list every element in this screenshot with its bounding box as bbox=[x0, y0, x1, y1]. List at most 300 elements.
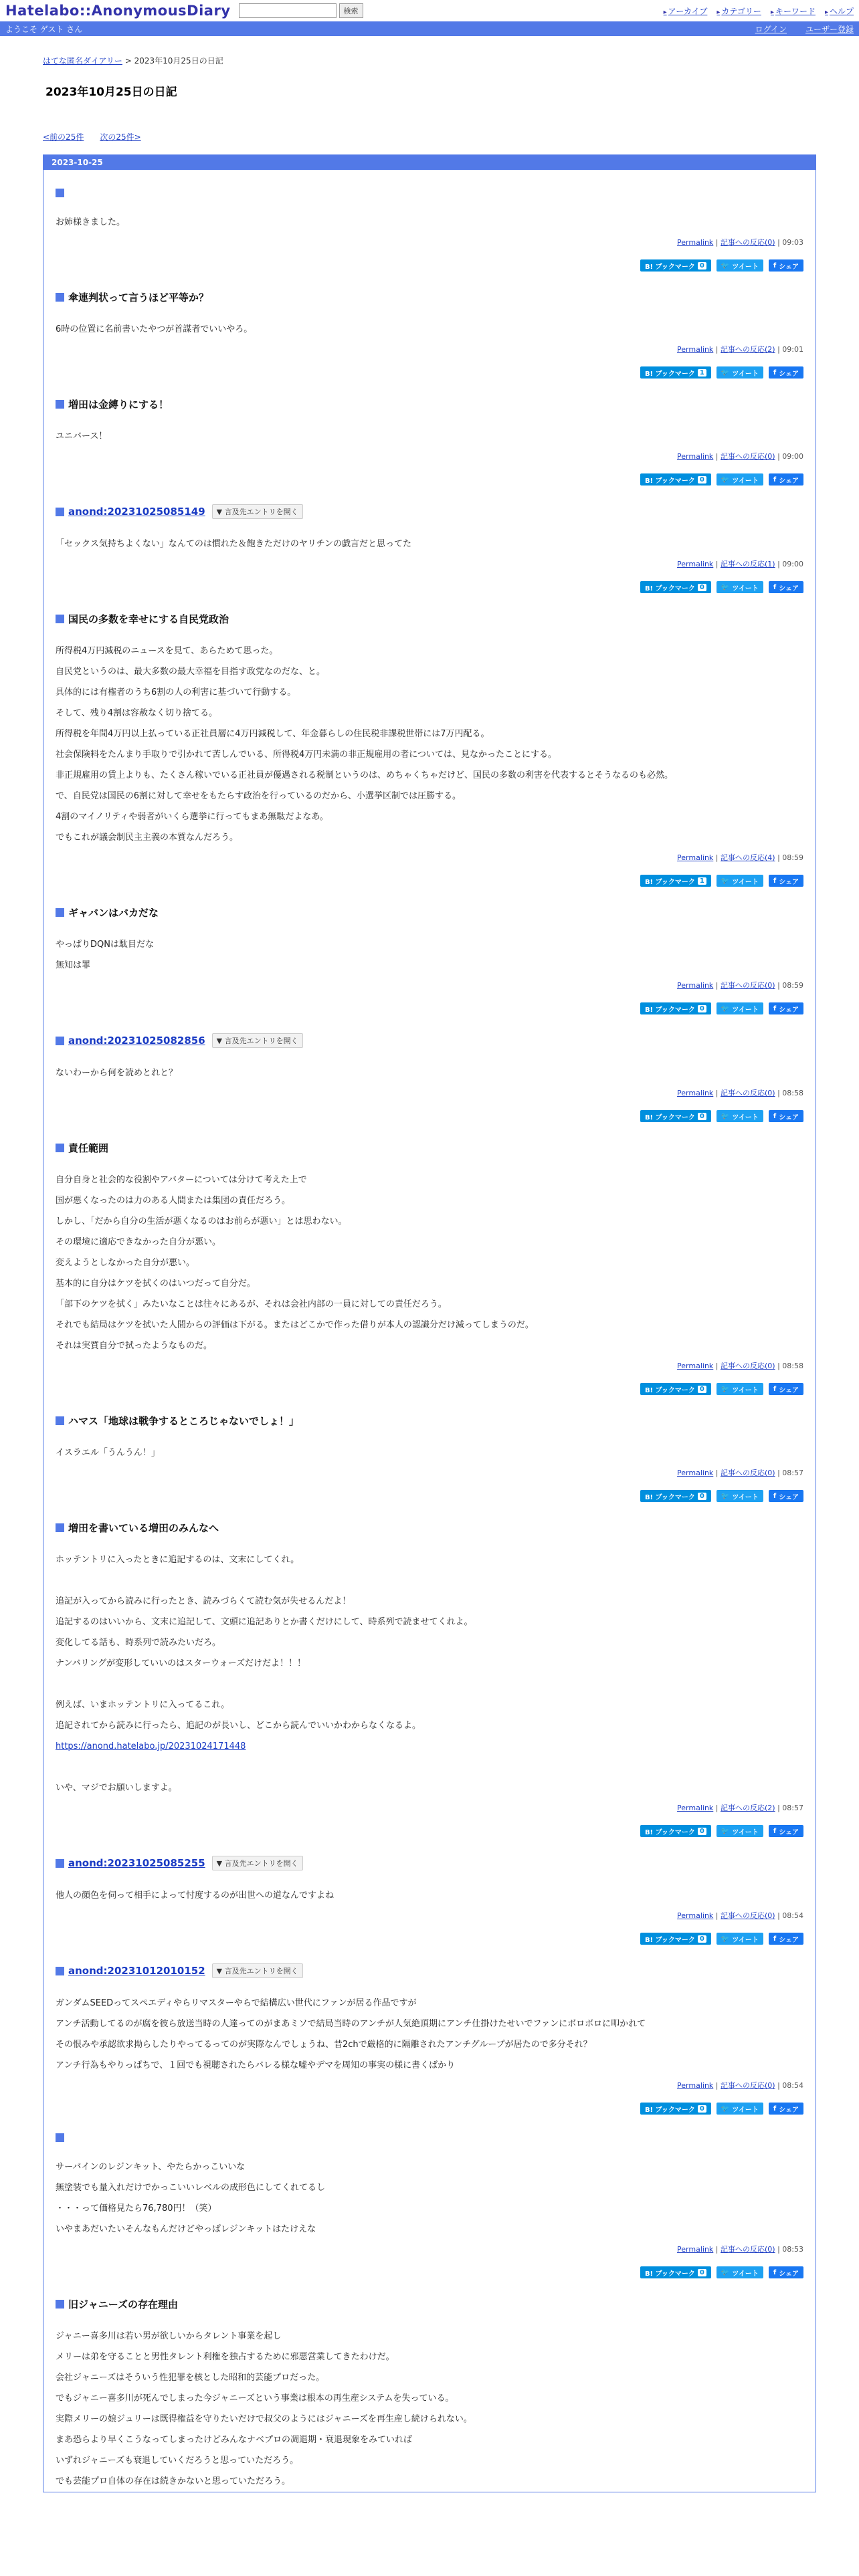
permalink-link[interactable]: Permalink bbox=[677, 560, 714, 568]
entry-time: 09:00 bbox=[782, 560, 803, 568]
tweet-label: ツイート bbox=[732, 263, 759, 271]
entry-title bbox=[56, 397, 803, 411]
entry-time: 08:57 bbox=[782, 1469, 803, 1477]
entry-marker-icon[interactable] bbox=[56, 2133, 64, 2142]
permalink-link[interactable]: Permalink bbox=[677, 853, 714, 862]
entry-marker-icon[interactable] bbox=[56, 1523, 64, 1532]
facebook-share-button[interactable] bbox=[769, 259, 803, 272]
entry-time: 08:54 bbox=[782, 2081, 803, 2090]
prev-page-link[interactable]: <前の25件 bbox=[43, 132, 84, 142]
twitter-bird-icon: 🐦 bbox=[721, 877, 730, 885]
bookmark-count: 1 bbox=[698, 369, 706, 377]
entry-meta bbox=[56, 237, 803, 247]
bookmark-count: 0 bbox=[698, 476, 706, 484]
bookmark-label: B! ブックマーク bbox=[644, 477, 695, 485]
entry-line: それでも結局はケツを拭いた人間からの評価は下がる。またはどこかで作った借りが本人の認識分だけ減ってしまうのだ。 bbox=[56, 1320, 534, 1330]
entry-title-text[interactable]: 傘連判状って言うほど平等か？ bbox=[68, 292, 209, 304]
entry-line: お姉様きました。 bbox=[56, 217, 126, 227]
twitter-bird-icon: 🐦 bbox=[721, 1492, 730, 1500]
share-buttons bbox=[56, 1825, 803, 1837]
entry-line: 「セックス気持ちよくない」なんてのは慣れた＆飽きただけのヤリチンの戯言だと思ってた bbox=[56, 539, 411, 549]
entry-body bbox=[56, 1549, 803, 1798]
entry-body bbox=[56, 2157, 803, 2240]
entry-line: 無知は罪 bbox=[56, 960, 91, 970]
facebook-share-button[interactable] bbox=[769, 1110, 803, 1122]
meta-separator: | bbox=[775, 981, 783, 990]
meta-separator: | bbox=[775, 1469, 783, 1477]
share-label: シェア bbox=[779, 370, 799, 378]
bookmark-label: B! ブックマーク bbox=[644, 1493, 695, 1501]
open-referenced-entry-button[interactable]: ▼ 言及先エントリを開く bbox=[212, 1856, 303, 1870]
tweet-button[interactable] bbox=[717, 1933, 763, 1945]
entry-title-link[interactable]: anond:20231025082856 bbox=[68, 1035, 205, 1047]
tweet-button[interactable] bbox=[717, 1825, 763, 1837]
twitter-bird-icon: 🐦 bbox=[721, 1935, 730, 1943]
entry-title bbox=[56, 1141, 803, 1155]
meta-separator: | bbox=[713, 238, 721, 247]
permalink-link[interactable]: Permalink bbox=[677, 2081, 714, 2090]
open-referenced-entry-button[interactable]: ▼ 言及先エントリを開く bbox=[212, 1963, 303, 1978]
reaction-link[interactable]: 記事への反応(1) bbox=[721, 560, 775, 568]
tweet-button[interactable] bbox=[717, 875, 763, 887]
entry-line: 「部下のケツを拭く」みたいなことは往々にあるが、それは会社内部の一員に対しての責任だろう。 bbox=[56, 1299, 447, 1309]
entry-marker-icon[interactable] bbox=[56, 293, 64, 302]
meta-separator: | bbox=[775, 853, 783, 862]
tweet-label: ツイート bbox=[732, 2270, 759, 2278]
entry-time: 08:53 bbox=[782, 2245, 803, 2254]
entry-meta bbox=[56, 1802, 803, 1813]
bookmark-count: 1 bbox=[698, 877, 706, 885]
meta-separator: | bbox=[713, 452, 721, 461]
bookmark-count: 0 bbox=[698, 1935, 706, 1943]
entry-line: 他人の顔色を伺って相手によって忖度するのが出世への道なんですよね bbox=[56, 1891, 335, 1901]
tweet-button[interactable] bbox=[717, 2266, 763, 2278]
blank-line bbox=[56, 1570, 803, 1591]
entry-meta bbox=[56, 1360, 803, 1371]
entry-line: いや、マジでお願いしますよ。 bbox=[56, 1783, 177, 1793]
bookmark-button[interactable] bbox=[640, 366, 711, 379]
entry-body bbox=[56, 319, 803, 340]
meta-separator: | bbox=[775, 1911, 783, 1920]
share-label: シェア bbox=[779, 1386, 799, 1394]
share-label: シェア bbox=[779, 1113, 799, 1121]
bookmark-count: 0 bbox=[698, 262, 706, 270]
entry-body bbox=[56, 1885, 803, 1906]
reaction-link[interactable]: 記事への反応(0) bbox=[721, 981, 775, 990]
entry-line: 4割のマイノリティや弱者がいくら選挙に行ってもまあ無駄だよなあ。 bbox=[56, 812, 328, 822]
permalink-link[interactable]: Permalink bbox=[677, 452, 714, 461]
share-label: シェア bbox=[779, 584, 799, 593]
entry-marker-icon[interactable] bbox=[56, 1416, 64, 1425]
day-header[interactable]: 2023-10-25 bbox=[43, 155, 816, 170]
tweet-label: ツイート bbox=[732, 584, 759, 593]
header-links bbox=[664, 5, 854, 17]
facebook-icon: f bbox=[773, 2268, 777, 2276]
entry bbox=[56, 272, 803, 379]
tweet-label: ツイート bbox=[732, 1828, 759, 1836]
entry-marker-icon[interactable] bbox=[56, 1144, 64, 1152]
tweet-button[interactable] bbox=[717, 1490, 763, 1502]
share-buttons bbox=[56, 875, 803, 887]
breadcrumb-home[interactable]: はてな匿名ダイアリー bbox=[43, 56, 122, 66]
reaction-link[interactable]: 記事への反応(0) bbox=[721, 1362, 775, 1370]
entry-meta bbox=[56, 1910, 803, 1921]
entry-line: ジャニー喜多川は若い男が欲しいからタレント事業を起し bbox=[56, 2331, 282, 2341]
login-link[interactable]: ログイン bbox=[755, 24, 787, 34]
facebook-icon: f bbox=[773, 261, 777, 270]
entry-title bbox=[56, 1033, 803, 1048]
entry-body bbox=[56, 534, 803, 554]
entry-line: 変化してる話も、時系列で読みたいだろ。 bbox=[56, 1638, 221, 1648]
entry-meta bbox=[56, 2080, 803, 2090]
entry bbox=[56, 1502, 803, 1837]
entry-marker-icon[interactable] bbox=[56, 508, 64, 516]
entry-time: 09:03 bbox=[782, 238, 803, 247]
twitter-bird-icon: 🐦 bbox=[721, 1004, 730, 1012]
entry-marker-icon[interactable] bbox=[56, 908, 64, 917]
entry bbox=[56, 170, 803, 272]
entry-line: メリーは弟を守ることと男性タレント利権を独占するために邪悪営業してきたわけだ。 bbox=[56, 2352, 395, 2362]
meta-separator: | bbox=[775, 560, 783, 568]
entry-line: ・・・って価格見たら76,780円！（笑） bbox=[56, 2204, 217, 2214]
facebook-share-button[interactable] bbox=[769, 1933, 803, 1945]
entry-line: イスラエル「うんうん！」 bbox=[56, 1448, 160, 1458]
search-button[interactable]: 検索 bbox=[339, 3, 363, 18]
entry-title-text[interactable]: 責任範囲 bbox=[68, 1142, 109, 1154]
site-logo[interactable]: Hatelabo::AnonymousDiary bbox=[5, 3, 231, 19]
meta-separator: | bbox=[713, 1469, 721, 1477]
entry-meta bbox=[56, 344, 803, 354]
entry-line: 無塗装でも量入れだけでかっこいいレベルの成形色にしてくれてるし bbox=[56, 2183, 326, 2193]
entry-title bbox=[56, 1414, 803, 1428]
tweet-button[interactable] bbox=[717, 259, 763, 272]
entry-body bbox=[56, 1993, 803, 2076]
open-referenced-entry-button[interactable]: ▼ 言及先エントリを開く bbox=[212, 1033, 303, 1048]
permalink-link[interactable]: Permalink bbox=[677, 345, 714, 354]
bookmark-button[interactable] bbox=[640, 1383, 711, 1395]
entry-marker-icon[interactable] bbox=[56, 1037, 64, 1045]
tweet-button[interactable] bbox=[717, 1002, 763, 1014]
facebook-share-button[interactable] bbox=[769, 1490, 803, 1502]
permalink-link[interactable]: Permalink bbox=[677, 2245, 714, 2254]
bookmark-button[interactable] bbox=[640, 2103, 711, 2115]
bookmark-button[interactable] bbox=[640, 581, 711, 593]
entry-line: 自分自身と社会的な役割やアバターについては分けて考えた上で bbox=[56, 1175, 307, 1185]
entry-marker-icon[interactable] bbox=[56, 1859, 64, 1868]
entry-title-text[interactable]: 国民の多数を幸せにする自民党政治 bbox=[68, 613, 229, 625]
entry-line: 追記されてから読みに行ったら、追記のが長いし、どこから読んでいいかわからなくなるよ。 bbox=[56, 1721, 421, 1731]
entry-title-text[interactable]: 増田は金縛りにする！ bbox=[68, 399, 169, 411]
entry-body bbox=[56, 212, 803, 233]
permalink-link[interactable]: Permalink bbox=[677, 1089, 714, 1097]
entry bbox=[56, 2115, 803, 2278]
entry-meta bbox=[56, 1467, 803, 1478]
entry bbox=[56, 887, 803, 1014]
permalink-link[interactable]: Permalink bbox=[677, 1469, 714, 1477]
share-label: シェア bbox=[779, 1936, 799, 1944]
entry-title-text[interactable]: ハマス「地球は戦争するところじゃないでしょ！」 bbox=[68, 1415, 300, 1427]
bookmark-label: B! ブックマーク bbox=[644, 1006, 695, 1014]
entry-url-link[interactable]: https://anond.hatelabo.jp/20231024171448 bbox=[56, 1741, 246, 1751]
permalink-link[interactable]: Permalink bbox=[677, 238, 714, 247]
entry-title-text[interactable]: 旧ジャニーズの存在理由 bbox=[68, 2298, 178, 2311]
entry-body bbox=[56, 934, 803, 976]
tweet-button[interactable] bbox=[717, 1110, 763, 1122]
entry-time: 08:54 bbox=[782, 1911, 803, 1920]
facebook-share-button[interactable] bbox=[769, 1002, 803, 1014]
bookmark-count: 0 bbox=[698, 584, 706, 591]
facebook-icon: f bbox=[773, 1004, 777, 1012]
tweet-label: ツイート bbox=[732, 1386, 759, 1394]
day-section bbox=[43, 154, 816, 2492]
entry-marker-icon[interactable] bbox=[56, 189, 64, 197]
share-label: シェア bbox=[779, 477, 799, 485]
tweet-button[interactable] bbox=[717, 1383, 763, 1395]
meta-separator: | bbox=[775, 1804, 783, 1812]
bookmark-label: B! ブックマーク bbox=[644, 1386, 695, 1394]
share-buttons bbox=[56, 2266, 803, 2278]
reaction-link[interactable]: 記事への反応(0) bbox=[721, 1911, 775, 1920]
entry-marker-icon[interactable] bbox=[56, 2300, 64, 2309]
entry-title bbox=[56, 612, 803, 626]
bookmark-label: B! ブックマーク bbox=[644, 1828, 695, 1836]
entry-title-link[interactable]: anond:20231012010152 bbox=[68, 1965, 205, 1977]
entry-title bbox=[56, 2297, 803, 2311]
permalink-link[interactable]: Permalink bbox=[677, 1804, 714, 1812]
search-input[interactable] bbox=[239, 3, 337, 18]
entry bbox=[56, 379, 803, 486]
share-buttons bbox=[56, 1002, 803, 1014]
entry-title-link[interactable]: anond:20231025085255 bbox=[68, 1857, 205, 1869]
bookmark-button[interactable] bbox=[640, 2266, 711, 2278]
bookmark-count: 0 bbox=[698, 1005, 706, 1012]
reaction-link[interactable]: 記事への反応(0) bbox=[721, 452, 775, 461]
bookmark-button[interactable] bbox=[640, 875, 711, 887]
reaction-link[interactable]: 記事への反応(2) bbox=[721, 1804, 775, 1812]
share-buttons bbox=[56, 581, 803, 593]
facebook-share-button[interactable] bbox=[769, 366, 803, 379]
entry-line: でもこれが議会制民主主義の本質なんだろう。 bbox=[56, 833, 239, 843]
facebook-share-button[interactable] bbox=[769, 875, 803, 887]
pager bbox=[43, 131, 816, 142]
category-link[interactable]: ▸ カテゴリー bbox=[717, 5, 761, 17]
tweet-label: ツイート bbox=[732, 878, 759, 886]
facebook-icon: f bbox=[773, 1492, 777, 1500]
bookmark-count: 0 bbox=[698, 1493, 706, 1500]
entry-line: アンチ行為もやりっぱちで、１回でも視聴されたらバレる様な嘘やデマを周知の事実の様に書くばかり bbox=[56, 2060, 456, 2070]
bookmark-button[interactable] bbox=[640, 1490, 711, 1502]
entry-time: 08:59 bbox=[782, 853, 803, 862]
entry-line: 追記が入ってから読みに行ったとき、読みづらくて読む気が失せるんだよ！ bbox=[56, 1596, 351, 1606]
bookmark-button[interactable] bbox=[640, 473, 711, 486]
breadcrumb bbox=[43, 55, 816, 66]
facebook-icon: f bbox=[773, 1112, 777, 1120]
share-label: シェア bbox=[779, 263, 799, 271]
tweet-button[interactable] bbox=[717, 2103, 763, 2115]
facebook-icon: f bbox=[773, 368, 777, 377]
entry-line: 基本的に自分はケツを拭くのはいつだって自分だ。 bbox=[56, 1279, 256, 1289]
meta-separator: | bbox=[775, 1089, 783, 1097]
bookmark-count: 0 bbox=[698, 2105, 706, 2113]
permalink-link[interactable]: Permalink bbox=[677, 981, 714, 990]
tweet-button[interactable] bbox=[717, 473, 763, 486]
entry-line: 非正規雇用の賃上よりも、たくさん稼いでいる正社員が優遇される税制というのは、めちゃくちゃだけど、国民の多数の利害を代表するとそうなるのも必然。 bbox=[56, 770, 674, 780]
user-bar bbox=[0, 21, 859, 36]
entry-body bbox=[56, 426, 803, 447]
reaction-link[interactable]: 記事への反応(0) bbox=[721, 1469, 775, 1477]
entry-time: 08:59 bbox=[782, 981, 803, 990]
bookmark-button[interactable] bbox=[640, 1825, 711, 1837]
twitter-bird-icon: 🐦 bbox=[721, 475, 730, 484]
share-label: シェア bbox=[779, 2270, 799, 2278]
page-title: 2023年10月25日の日記 bbox=[45, 86, 177, 99]
meta-separator: | bbox=[775, 238, 783, 247]
meta-separator: | bbox=[775, 2081, 783, 2090]
facebook-share-button[interactable] bbox=[769, 1825, 803, 1837]
tweet-label: ツイート bbox=[732, 1006, 759, 1014]
bookmark-count: 0 bbox=[698, 1828, 706, 1835]
reaction-link[interactable]: 記事への反応(2) bbox=[721, 345, 775, 354]
entry-meta bbox=[56, 852, 803, 863]
bookmark-button[interactable] bbox=[640, 1002, 711, 1014]
entry-line: アンチ活動してるのが腐を彼ら放送当時の人達ってのがまあミソで結局当時のアンチが人気絶頂期にアンチ仕掛けたせいでファンにボロボロに叩かれて bbox=[56, 2019, 646, 2029]
entry-marker-icon[interactable] bbox=[56, 1967, 64, 1975]
entry-time: 08:58 bbox=[782, 1362, 803, 1370]
meta-separator: | bbox=[775, 452, 783, 461]
breadcrumb-separator: > bbox=[122, 56, 134, 66]
meta-separator: | bbox=[713, 981, 721, 990]
share-label: シェア bbox=[779, 1828, 799, 1836]
entry bbox=[56, 486, 803, 593]
bookmark-label: B! ブックマーク bbox=[644, 2270, 695, 2278]
next-page-link[interactable]: 次の25件> bbox=[100, 132, 141, 142]
facebook-share-button[interactable] bbox=[769, 473, 803, 486]
entry-line: 社会保険料をたんまり手取りで引かれて苦しんでいる、所得税4万円未満の非正規雇用の者については、見なかったことにする。 bbox=[56, 750, 557, 760]
meta-separator: | bbox=[775, 1362, 783, 1370]
permalink-link[interactable]: Permalink bbox=[677, 1362, 714, 1370]
register-link[interactable]: ユーザー登録 bbox=[805, 24, 854, 34]
entry-line: それは実質自分で拭ったようなものだ。 bbox=[56, 1341, 213, 1351]
share-label: シェア bbox=[779, 1493, 799, 1501]
reaction-link[interactable]: 記事への反応(0) bbox=[721, 2081, 775, 2090]
tweet-button[interactable] bbox=[717, 581, 763, 593]
share-buttons bbox=[56, 1933, 803, 1945]
facebook-share-button[interactable] bbox=[769, 2266, 803, 2278]
facebook-share-button[interactable] bbox=[769, 1383, 803, 1395]
entry-line: その恨みや承認欲求拗らしたりやってるってのが実際なんでしょうね、昔2chで厳格的に隔離されたアンチグループが居たので多分それ？ bbox=[56, 2040, 592, 2050]
entry-line: ないわーから何を読めとれと？ bbox=[56, 1068, 178, 1078]
bookmark-button[interactable] bbox=[640, 259, 711, 272]
entry-line: 所得税4万円減税のニュースを見て、あらためて思った。 bbox=[56, 646, 278, 656]
entry-body bbox=[56, 641, 803, 848]
reaction-link[interactable]: 記事への反応(0) bbox=[721, 1089, 775, 1097]
blank-line bbox=[56, 1674, 803, 1695]
keyword-link[interactable]: ▸ キーワード bbox=[771, 5, 816, 17]
facebook-icon: f bbox=[773, 583, 777, 591]
twitter-bird-icon: 🐦 bbox=[721, 1385, 730, 1393]
help-link[interactable]: ▸ ヘルプ bbox=[825, 5, 854, 17]
entry-title bbox=[56, 905, 803, 920]
twitter-bird-icon: 🐦 bbox=[721, 2105, 730, 2113]
blank-line bbox=[56, 1757, 803, 1778]
facebook-share-button[interactable] bbox=[769, 581, 803, 593]
entry-title-text[interactable]: ギャバンはバカだな bbox=[68, 907, 159, 919]
meta-separator: | bbox=[713, 853, 721, 862]
entry-title bbox=[56, 1963, 803, 1978]
entry-marker-icon[interactable] bbox=[56, 400, 64, 409]
entry-marker-icon[interactable] bbox=[56, 615, 64, 623]
entry-line: サーバインのレジンキット、やたらかっこいいな bbox=[56, 2162, 246, 2172]
entry-line bbox=[56, 1736, 803, 1757]
twitter-bird-icon: 🐦 bbox=[721, 1112, 730, 1120]
entry-title-link[interactable]: anond:20231025085149 bbox=[68, 506, 205, 518]
meta-separator: | bbox=[713, 2245, 721, 2254]
entry-list bbox=[43, 170, 816, 2492]
share-buttons bbox=[56, 473, 803, 486]
entry-title bbox=[56, 504, 803, 519]
entry bbox=[56, 2278, 803, 2492]
entry-line: いずれジャニーズも衰退していくだろうと思っていただろう。 bbox=[56, 2456, 299, 2466]
entry-meta bbox=[56, 2244, 803, 2254]
entry-title bbox=[56, 2133, 803, 2142]
entry-meta bbox=[56, 451, 803, 461]
reaction-link[interactable]: 記事への反応(4) bbox=[721, 853, 775, 862]
entry bbox=[56, 1945, 803, 2115]
entry-line: 6時の位置に名前書いたやつが首謀者でいいやろ。 bbox=[56, 324, 253, 334]
meta-separator: | bbox=[713, 1089, 721, 1097]
entry-time: 08:57 bbox=[782, 1804, 803, 1812]
meta-separator: | bbox=[775, 2245, 783, 2254]
meta-separator: | bbox=[713, 2081, 721, 2090]
permalink-link[interactable]: Permalink bbox=[677, 1911, 714, 1920]
tweet-label: ツイート bbox=[732, 477, 759, 485]
bookmark-count: 0 bbox=[698, 1113, 706, 1120]
meta-separator: | bbox=[775, 345, 783, 354]
share-buttons bbox=[56, 1110, 803, 1122]
share-buttons bbox=[56, 366, 803, 379]
entry-line: 国が悪くなったのは力のある人間または集団の責任だろう。 bbox=[56, 1196, 291, 1206]
entry-meta bbox=[56, 1087, 803, 1098]
entry-line: 自民党というのは、最大多数の最大幸福を目指す政党なのだな、と。 bbox=[56, 667, 326, 677]
entry-line: でもジャニー喜多川が死んでしまった今ジャニーズという事業は根本の再生産システムを失っている。 bbox=[56, 2393, 454, 2403]
entry bbox=[56, 593, 803, 887]
bookmark-label: B! ブックマーク bbox=[644, 1936, 695, 1944]
reaction-link[interactable]: 記事への反応(0) bbox=[721, 2245, 775, 2254]
tweet-button[interactable] bbox=[717, 366, 763, 379]
entry-line: ユニバース！ bbox=[56, 431, 108, 441]
bookmark-label: B! ブックマーク bbox=[644, 370, 695, 378]
entry-title bbox=[56, 189, 803, 197]
reaction-link[interactable]: 記事への反応(0) bbox=[721, 238, 775, 247]
entry-line: 変えようとしなかった自分が悪い。 bbox=[56, 1258, 195, 1268]
archive-link[interactable]: ▸ アーカイブ bbox=[664, 5, 708, 17]
entry-line: その環境に適応できなかった自分が悪い。 bbox=[56, 1237, 221, 1247]
bookmark-button[interactable] bbox=[640, 1933, 711, 1945]
bookmark-label: B! ブックマーク bbox=[644, 878, 695, 886]
facebook-share-button[interactable] bbox=[769, 2103, 803, 2115]
twitter-bird-icon: 🐦 bbox=[721, 261, 730, 270]
entry-title-text[interactable]: 増田を書いている増田のみんなへ bbox=[68, 1522, 219, 1534]
tweet-label: ツイート bbox=[732, 1113, 759, 1121]
bookmark-button[interactable] bbox=[640, 1110, 711, 1122]
entry-title bbox=[56, 1521, 803, 1535]
bookmark-label: B! ブックマーク bbox=[644, 263, 695, 271]
open-referenced-entry-button[interactable]: ▼ 言及先エントリを開く bbox=[212, 504, 303, 519]
share-buttons bbox=[56, 1490, 803, 1502]
entry-line: まあ恐らより早くこうなってしまったけどみんなナベプロの凋退期・衰退現象をみていれば bbox=[56, 2435, 413, 2445]
entry-line: やっぱりDQNは駄目だな bbox=[56, 940, 154, 950]
entry-line: ガンダムSEEDってスペエディやらリマスターやらで結構広い世代にファンが居る作品ですが bbox=[56, 1998, 417, 2008]
